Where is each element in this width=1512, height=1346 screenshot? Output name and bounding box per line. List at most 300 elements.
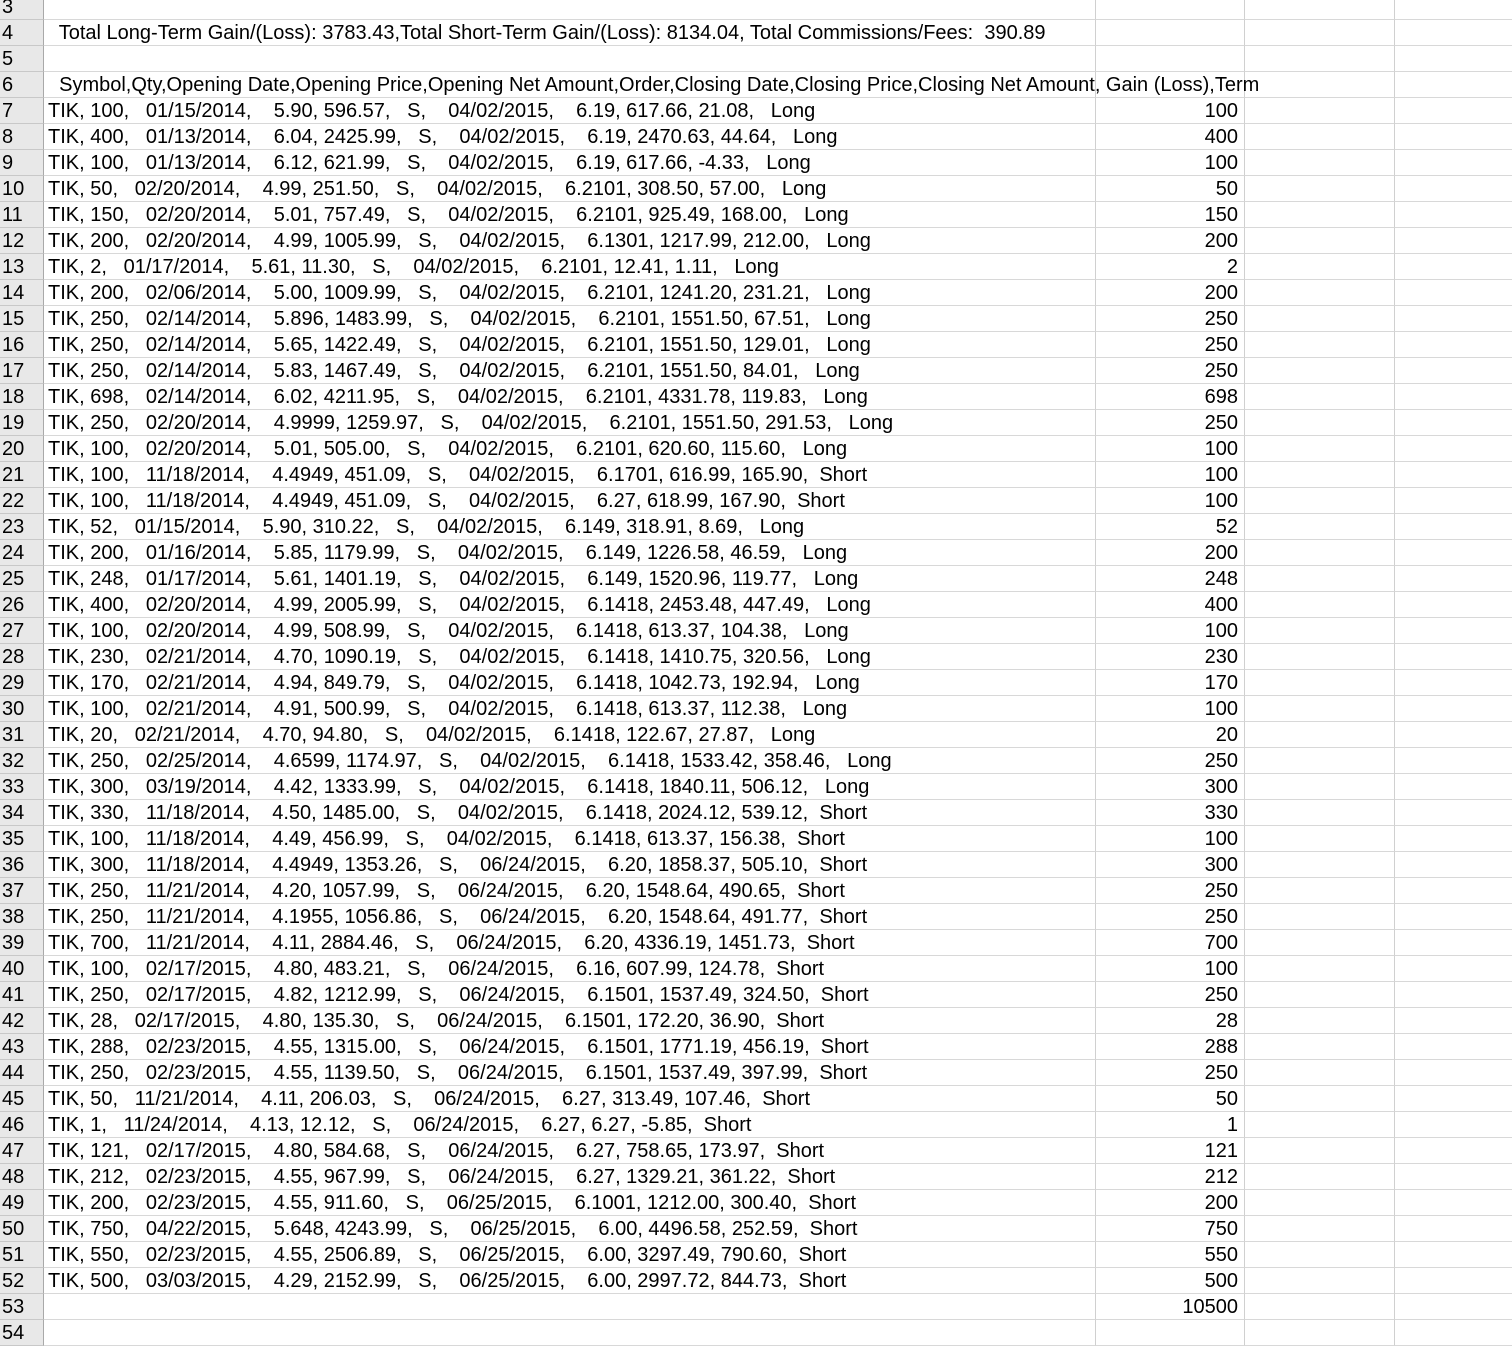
cell-b-qty[interactable]: 250	[1096, 748, 1245, 774]
cell-d[interactable]	[1395, 670, 1512, 696]
cell-b-qty[interactable]: 150	[1096, 202, 1245, 228]
cell-c[interactable]	[1245, 410, 1395, 436]
cell-a[interactable]	[44, 488, 1096, 514]
cell-d[interactable]	[1395, 306, 1512, 332]
cell-d[interactable]	[1395, 20, 1512, 46]
row-number[interactable]: 32	[0, 748, 44, 774]
row-number[interactable]: 50	[0, 1216, 44, 1242]
cell-a-text: TIK, 250, 02/14/2014, 5.83, 1467.49, S, 04/02/2015, 6.2101, 1551.50, 84.01, Long	[48, 360, 860, 382]
row-number[interactable]: 31	[0, 722, 44, 748]
row-number[interactable]: 26	[0, 592, 44, 618]
cell-d[interactable]	[1395, 0, 1512, 20]
cell-c[interactable]	[1245, 618, 1395, 644]
cell-d[interactable]	[1395, 46, 1512, 72]
cell-d[interactable]	[1395, 592, 1512, 618]
cell-b-qty[interactable]: 300	[1096, 852, 1245, 878]
cell-a[interactable]	[44, 462, 1096, 488]
cell-c[interactable]	[1245, 748, 1395, 774]
cell-d[interactable]	[1395, 1216, 1512, 1242]
sheet-row	[0, 72, 1512, 98]
cell-b-qty[interactable]: 698	[1096, 384, 1245, 410]
cell-a-text: TIK, 250, 02/14/2014, 5.65, 1422.49, S, 04/02/2015, 6.2101, 1551.50, 129.01, Long	[48, 334, 871, 356]
cell-b-qty[interactable]: 100	[1096, 696, 1245, 722]
cell-c[interactable]	[1245, 930, 1395, 956]
row-number[interactable]: 54	[0, 1320, 44, 1346]
cell-d[interactable]	[1395, 228, 1512, 254]
cell-d[interactable]	[1395, 1060, 1512, 1086]
cell-a[interactable]	[44, 1190, 1096, 1216]
cell-d[interactable]	[1395, 72, 1512, 98]
cell-c[interactable]	[1245, 1190, 1395, 1216]
cell-c[interactable]	[1245, 436, 1395, 462]
cell-a[interactable]	[44, 72, 1260, 98]
sheet-row	[0, 514, 1512, 540]
cell-d[interactable]	[1395, 514, 1512, 540]
cell-a[interactable]	[44, 1138, 1096, 1164]
cell-b-qty[interactable]: 50	[1096, 1086, 1245, 1112]
row-number[interactable]: 3	[0, 0, 44, 20]
sheet-row	[0, 878, 1512, 904]
cell-d[interactable]	[1395, 540, 1512, 566]
cell-c[interactable]	[1245, 514, 1395, 540]
cell-c[interactable]	[1245, 1216, 1395, 1242]
cell-b-qty[interactable]: 100	[1096, 826, 1245, 852]
row-number[interactable]: 46	[0, 1112, 44, 1138]
sheet-row	[0, 384, 1512, 410]
cell-a[interactable]	[44, 1034, 1096, 1060]
cell-a[interactable]	[44, 592, 1096, 618]
cell-c[interactable]	[1245, 566, 1395, 592]
cell-b-qty[interactable]: 330	[1096, 800, 1245, 826]
cell-c[interactable]	[1245, 176, 1395, 202]
cell-a[interactable]	[44, 514, 1096, 540]
cell-c[interactable]	[1245, 826, 1395, 852]
cell-c[interactable]	[1245, 20, 1395, 46]
cell-a-text: TIK, 170, 02/21/2014, 4.94, 849.79, S, 04/02/2015, 6.1418, 1042.73, 192.94, Long	[48, 672, 860, 694]
cell-a-text: TIK, 200, 02/20/2014, 4.99, 1005.99, S, 04/02/2015, 6.1301, 1217.99, 212.00, Long	[48, 230, 871, 252]
sheet-row	[0, 0, 1512, 20]
cell-b-qty[interactable]: 100	[1096, 618, 1245, 644]
cell-b-qty[interactable]: 10500	[1096, 1294, 1245, 1320]
cell-d[interactable]	[1395, 384, 1512, 410]
row-number[interactable]: 28	[0, 644, 44, 670]
row-number[interactable]: 24	[0, 540, 44, 566]
cell-a[interactable]	[44, 436, 1096, 462]
cell-c[interactable]	[1245, 46, 1395, 72]
cell-c[interactable]	[1245, 696, 1395, 722]
cell-b-qty[interactable]: 100	[1096, 462, 1245, 488]
cell-a-text: TIK, 100, 02/17/2015, 4.80, 483.21, S, 06/24/2015, 6.16, 607.99, 124.78, Short	[48, 958, 825, 980]
sheet-row	[0, 332, 1512, 358]
cell-c[interactable]	[1245, 488, 1395, 514]
sheet-row	[0, 1242, 1512, 1268]
cell-b-qty[interactable]: 200	[1096, 1190, 1245, 1216]
cell-b-qty[interactable]: 248	[1096, 566, 1245, 592]
row-number[interactable]: 33	[0, 774, 44, 800]
cell-c[interactable]	[1245, 1086, 1395, 1112]
cell-c[interactable]	[1245, 1138, 1395, 1164]
row-number[interactable]: 5	[0, 46, 44, 72]
sheet-row	[0, 1164, 1512, 1190]
row-number[interactable]: 21	[0, 462, 44, 488]
row-number[interactable]: 8	[0, 124, 44, 150]
cell-a[interactable]	[44, 384, 1096, 410]
cell-d[interactable]	[1395, 1164, 1512, 1190]
cell-b-qty[interactable]: 300	[1096, 774, 1245, 800]
cell-d[interactable]	[1395, 1034, 1512, 1060]
cell-b-qty[interactable]: 28	[1096, 1008, 1245, 1034]
cell-c[interactable]	[1245, 254, 1395, 280]
row-number[interactable]: 30	[0, 696, 44, 722]
row-number[interactable]: 45	[0, 1086, 44, 1112]
cell-c[interactable]	[1245, 1320, 1395, 1346]
cell-a[interactable]	[44, 566, 1096, 592]
cell-a[interactable]	[44, 1242, 1096, 1268]
cell-a[interactable]	[44, 748, 1096, 774]
cell-c[interactable]	[1245, 202, 1395, 228]
cell-a[interactable]	[44, 878, 1096, 904]
cell-d[interactable]	[1395, 722, 1512, 748]
cell-a[interactable]	[44, 930, 1096, 956]
sheet-row	[0, 618, 1512, 644]
cell-d[interactable]	[1395, 748, 1512, 774]
cell-a[interactable]	[44, 254, 1096, 280]
cell-d[interactable]	[1395, 774, 1512, 800]
row-number[interactable]: 13	[0, 254, 44, 280]
cell-c[interactable]	[1245, 1008, 1395, 1034]
cell-d[interactable]	[1395, 1138, 1512, 1164]
row-number[interactable]: 43	[0, 1034, 44, 1060]
row-number[interactable]: 48	[0, 1164, 44, 1190]
cell-c[interactable]	[1245, 98, 1395, 124]
cell-d[interactable]	[1395, 410, 1512, 436]
cell-b-qty[interactable]: 1	[1096, 1112, 1245, 1138]
cell-b-qty[interactable]: 250	[1096, 306, 1245, 332]
cell-d[interactable]	[1395, 1320, 1512, 1346]
sheet-row	[0, 1216, 1512, 1242]
row-number[interactable]: 44	[0, 1060, 44, 1086]
cell-b-qty[interactable]: 121	[1096, 1138, 1245, 1164]
cell-d[interactable]	[1395, 462, 1512, 488]
cell-a[interactable]	[44, 618, 1096, 644]
cell-d[interactable]	[1395, 488, 1512, 514]
row-number[interactable]: 14	[0, 280, 44, 306]
cell-d[interactable]	[1395, 800, 1512, 826]
cell-a-text: TIK, 230, 02/21/2014, 4.70, 1090.19, S, 04/02/2015, 6.1418, 1410.75, 320.56, Long	[48, 646, 871, 668]
cell-b-qty[interactable]	[1096, 46, 1245, 72]
row-number[interactable]: 36	[0, 852, 44, 878]
cell-a-text: TIK, 500, 03/03/2015, 4.29, 2152.99, S, 06/25/2015, 6.00, 2997.72, 844.73, Short	[48, 1270, 847, 1292]
cell-a[interactable]	[44, 1320, 1096, 1346]
cell-c[interactable]	[1245, 1060, 1395, 1086]
row-number[interactable]: 19	[0, 410, 44, 436]
cell-c[interactable]	[1245, 306, 1395, 332]
sheet-row	[0, 228, 1512, 254]
cell-c[interactable]	[1245, 956, 1395, 982]
cell-c[interactable]	[1245, 670, 1395, 696]
cell-d[interactable]	[1395, 332, 1512, 358]
row-number[interactable]: 4	[0, 20, 44, 46]
cell-b-qty[interactable]: 250	[1096, 332, 1245, 358]
cell-a[interactable]	[44, 46, 1096, 72]
cell-a[interactable]	[44, 800, 1096, 826]
cell-d[interactable]	[1395, 436, 1512, 462]
cell-b-qty[interactable]: 170	[1096, 670, 1245, 696]
cell-d[interactable]	[1395, 1086, 1512, 1112]
cell-a[interactable]	[44, 20, 1096, 46]
cell-c[interactable]	[1245, 592, 1395, 618]
row-number[interactable]: 7	[0, 98, 44, 124]
cell-b-qty[interactable]: 100	[1096, 436, 1245, 462]
row-number[interactable]: 40	[0, 956, 44, 982]
row-number[interactable]: 37	[0, 878, 44, 904]
row-number[interactable]: 10	[0, 176, 44, 202]
sheet-row	[0, 488, 1512, 514]
cell-b-qty[interactable]: 250	[1096, 358, 1245, 384]
cell-b-qty[interactable]: 700	[1096, 930, 1245, 956]
row-number[interactable]: 53	[0, 1294, 44, 1320]
cell-b-qty[interactable]: 400	[1096, 592, 1245, 618]
row-number[interactable]: 11	[0, 202, 44, 228]
cell-c[interactable]	[1245, 150, 1395, 176]
cell-c[interactable]	[1245, 1112, 1395, 1138]
cell-d[interactable]	[1395, 826, 1512, 852]
cell-a-text: TIK, 250, 11/21/2014, 4.1955, 1056.86, S, 06/24/2015, 6.20, 1548.64, 491.77, Short	[48, 906, 868, 928]
cell-b-qty[interactable]: 200	[1096, 280, 1245, 306]
cell-c[interactable]	[1245, 280, 1395, 306]
cell-d[interactable]	[1395, 904, 1512, 930]
cell-c[interactable]	[1245, 72, 1395, 98]
cell-b-qty[interactable]: 100	[1096, 150, 1245, 176]
sheet-row	[0, 306, 1512, 332]
sheet-row	[0, 540, 1512, 566]
cell-a[interactable]	[44, 982, 1096, 1008]
row-number[interactable]: 51	[0, 1242, 44, 1268]
cell-a[interactable]	[44, 1060, 1096, 1086]
cell-b-qty[interactable]: 550	[1096, 1242, 1245, 1268]
cell-b-qty[interactable]: 750	[1096, 1216, 1245, 1242]
cell-b-qty[interactable]: 230	[1096, 644, 1245, 670]
cell-a[interactable]	[44, 956, 1096, 982]
cell-a-text: TIK, 100, 01/13/2014, 6.12, 621.99, S, 04/02/2015, 6.19, 617.66, -4.33, Long	[48, 152, 811, 174]
cell-c[interactable]	[1245, 540, 1395, 566]
cell-a[interactable]	[44, 774, 1096, 800]
cell-c[interactable]	[1245, 774, 1395, 800]
cell-b-qty[interactable]: 250	[1096, 904, 1245, 930]
row-number[interactable]: 35	[0, 826, 44, 852]
cell-d[interactable]	[1395, 566, 1512, 592]
cell-a-text: TIK, 52, 01/15/2014, 5.90, 310.22, S, 04/02/2015, 6.149, 318.91, 8.69, Long	[48, 516, 805, 538]
sheet-row	[0, 670, 1512, 696]
cell-a[interactable]	[44, 306, 1096, 332]
row-number[interactable]: 22	[0, 488, 44, 514]
cell-c[interactable]	[1245, 878, 1395, 904]
cell-c[interactable]	[1245, 1164, 1395, 1190]
sheet-row	[0, 566, 1512, 592]
row-number[interactable]: 15	[0, 306, 44, 332]
sheet-row	[0, 904, 1512, 930]
cell-d[interactable]	[1395, 618, 1512, 644]
cell-a-text: TIK, 121, 02/17/2015, 4.80, 584.68, S, 06/24/2015, 6.27, 758.65, 173.97, Short	[48, 1140, 825, 1162]
cell-a[interactable]	[44, 540, 1096, 566]
cell-c[interactable]	[1245, 228, 1395, 254]
row-number[interactable]: 18	[0, 384, 44, 410]
cell-d[interactable]	[1395, 254, 1512, 280]
cell-c[interactable]	[1245, 904, 1395, 930]
sheet-row	[0, 46, 1512, 72]
cell-a[interactable]	[44, 202, 1096, 228]
cell-b-qty[interactable]	[1096, 20, 1245, 46]
cell-c[interactable]	[1245, 644, 1395, 670]
sheet-row	[0, 124, 1512, 150]
sheet-row	[0, 254, 1512, 280]
sheet-row	[0, 436, 1512, 462]
cell-d[interactable]	[1395, 852, 1512, 878]
row-number[interactable]: 39	[0, 930, 44, 956]
row-number[interactable]: 41	[0, 982, 44, 1008]
cell-b-qty[interactable]: 200	[1096, 228, 1245, 254]
cell-d[interactable]	[1395, 202, 1512, 228]
cell-c[interactable]	[1245, 722, 1395, 748]
cell-a[interactable]	[44, 228, 1096, 254]
cell-a[interactable]	[44, 150, 1096, 176]
cell-d[interactable]	[1395, 1112, 1512, 1138]
row-number[interactable]: 27	[0, 618, 44, 644]
cell-a-text: TIK, 250, 02/25/2014, 4.6599, 1174.97, S, 04/02/2015, 6.1418, 1533.42, 358.46, Long	[48, 750, 892, 772]
cell-a-text: TIK, 400, 01/13/2014, 6.04, 2425.99, S, 04/02/2015, 6.19, 2470.63, 44.64, Long	[48, 126, 838, 148]
cell-a[interactable]	[44, 124, 1096, 150]
cell-d[interactable]	[1395, 150, 1512, 176]
cell-a[interactable]	[44, 98, 1096, 124]
row-number[interactable]: 23	[0, 514, 44, 540]
cell-b-qty[interactable]: 400	[1096, 124, 1245, 150]
cell-b-qty[interactable]: 250	[1096, 1060, 1245, 1086]
cell-a[interactable]	[44, 280, 1096, 306]
row-number[interactable]: 12	[0, 228, 44, 254]
cell-a[interactable]	[44, 332, 1096, 358]
row-number[interactable]: 16	[0, 332, 44, 358]
cell-c[interactable]	[1245, 852, 1395, 878]
cell-d[interactable]	[1395, 930, 1512, 956]
cell-a-text: TIK, 100, 11/18/2014, 4.4949, 451.09, S, 04/02/2015, 6.1701, 616.99, 165.90, Short	[48, 464, 868, 486]
row-number[interactable]: 25	[0, 566, 44, 592]
cell-c[interactable]	[1245, 0, 1395, 20]
cell-c[interactable]	[1245, 358, 1395, 384]
row-number[interactable]: 9	[0, 150, 44, 176]
row-number[interactable]: 6	[0, 72, 44, 98]
cell-a[interactable]	[44, 1268, 1096, 1294]
cell-d[interactable]	[1395, 1008, 1512, 1034]
cell-b-qty[interactable]: 100	[1096, 98, 1245, 124]
cell-a[interactable]	[44, 1086, 1096, 1112]
cell-a-text: TIK, 330, 11/18/2014, 4.50, 1485.00, S, 04/02/2015, 6.1418, 2024.12, 539.12, Short	[48, 802, 868, 824]
cell-b-qty[interactable]: 200	[1096, 540, 1245, 566]
row-number[interactable]: 17	[0, 358, 44, 384]
sheet-row	[0, 98, 1512, 124]
cell-c[interactable]	[1245, 982, 1395, 1008]
cell-a[interactable]	[44, 722, 1096, 748]
cell-a[interactable]	[44, 904, 1096, 930]
cell-b-qty[interactable]: 2	[1096, 254, 1245, 280]
cell-a[interactable]	[44, 410, 1096, 436]
cell-a[interactable]	[44, 1216, 1096, 1242]
cell-a-text: TIK, 20, 02/21/2014, 4.70, 94.80, S, 04/02/2015, 6.1418, 122.67, 27.87, Long	[48, 724, 816, 746]
cell-a-text: TIK, 28, 02/17/2015, 4.80, 135.30, S, 06/24/2015, 6.1501, 172.20, 36.90, Short	[48, 1010, 825, 1032]
cell-d[interactable]	[1395, 1268, 1512, 1294]
row-number[interactable]: 29	[0, 670, 44, 696]
cell-b-qty[interactable]: 250	[1096, 982, 1245, 1008]
sheet-row	[0, 1086, 1512, 1112]
cell-b-qty[interactable]: 50	[1096, 176, 1245, 202]
cell-a[interactable]	[44, 1294, 1096, 1320]
cell-d[interactable]	[1395, 358, 1512, 384]
cell-c[interactable]	[1245, 1268, 1395, 1294]
cell-c[interactable]	[1245, 1242, 1395, 1268]
cell-d[interactable]	[1395, 956, 1512, 982]
cell-b-qty[interactable]: 288	[1096, 1034, 1245, 1060]
cell-b-qty[interactable]	[1096, 0, 1245, 20]
sheet-row	[0, 1268, 1512, 1294]
cell-d[interactable]	[1395, 1242, 1512, 1268]
row-number[interactable]: 42	[0, 1008, 44, 1034]
cell-a[interactable]	[44, 826, 1096, 852]
row-number[interactable]: 49	[0, 1190, 44, 1216]
cell-b-qty[interactable]: 250	[1096, 878, 1245, 904]
cell-b-qty[interactable]: 212	[1096, 1164, 1245, 1190]
row-number[interactable]: 52	[0, 1268, 44, 1294]
row-number[interactable]: 47	[0, 1138, 44, 1164]
cell-b-qty[interactable]: 100	[1096, 956, 1245, 982]
cell-d[interactable]	[1395, 982, 1512, 1008]
cell-c[interactable]	[1245, 124, 1395, 150]
cell-b-qty[interactable]: 500	[1096, 1268, 1245, 1294]
cell-a[interactable]	[44, 852, 1096, 878]
cell-d[interactable]	[1395, 878, 1512, 904]
cell-c[interactable]	[1245, 332, 1395, 358]
cell-a[interactable]	[44, 1008, 1096, 1034]
cell-d[interactable]	[1395, 98, 1512, 124]
cell-d[interactable]	[1395, 280, 1512, 306]
cell-a[interactable]	[44, 670, 1096, 696]
cell-c[interactable]	[1245, 1294, 1395, 1320]
cell-d[interactable]	[1395, 1190, 1512, 1216]
cell-d[interactable]	[1395, 176, 1512, 202]
cell-c[interactable]	[1245, 462, 1395, 488]
cell-b-qty[interactable]: 250	[1096, 410, 1245, 436]
row-number[interactable]: 34	[0, 800, 44, 826]
row-number[interactable]: 38	[0, 904, 44, 930]
cell-a[interactable]	[44, 1164, 1096, 1190]
cell-a[interactable]	[44, 0, 1096, 20]
row-number[interactable]: 20	[0, 436, 44, 462]
cell-d[interactable]	[1395, 696, 1512, 722]
cell-d[interactable]	[1395, 1294, 1512, 1320]
cell-c[interactable]	[1245, 800, 1395, 826]
cell-a[interactable]	[44, 644, 1096, 670]
cell-b-qty[interactable]: 20	[1096, 722, 1245, 748]
cell-c[interactable]	[1245, 1034, 1395, 1060]
cell-a[interactable]	[44, 176, 1096, 202]
cell-d[interactable]	[1395, 644, 1512, 670]
cell-b-qty[interactable]	[1096, 1320, 1245, 1346]
cell-b-qty[interactable]: 52	[1096, 514, 1245, 540]
cell-c[interactable]	[1245, 384, 1395, 410]
cell-d[interactable]	[1395, 124, 1512, 150]
cell-a[interactable]	[44, 1112, 1096, 1138]
cell-a[interactable]	[44, 696, 1096, 722]
cell-a[interactable]	[44, 358, 1096, 384]
cell-b-qty[interactable]: 100	[1096, 488, 1245, 514]
